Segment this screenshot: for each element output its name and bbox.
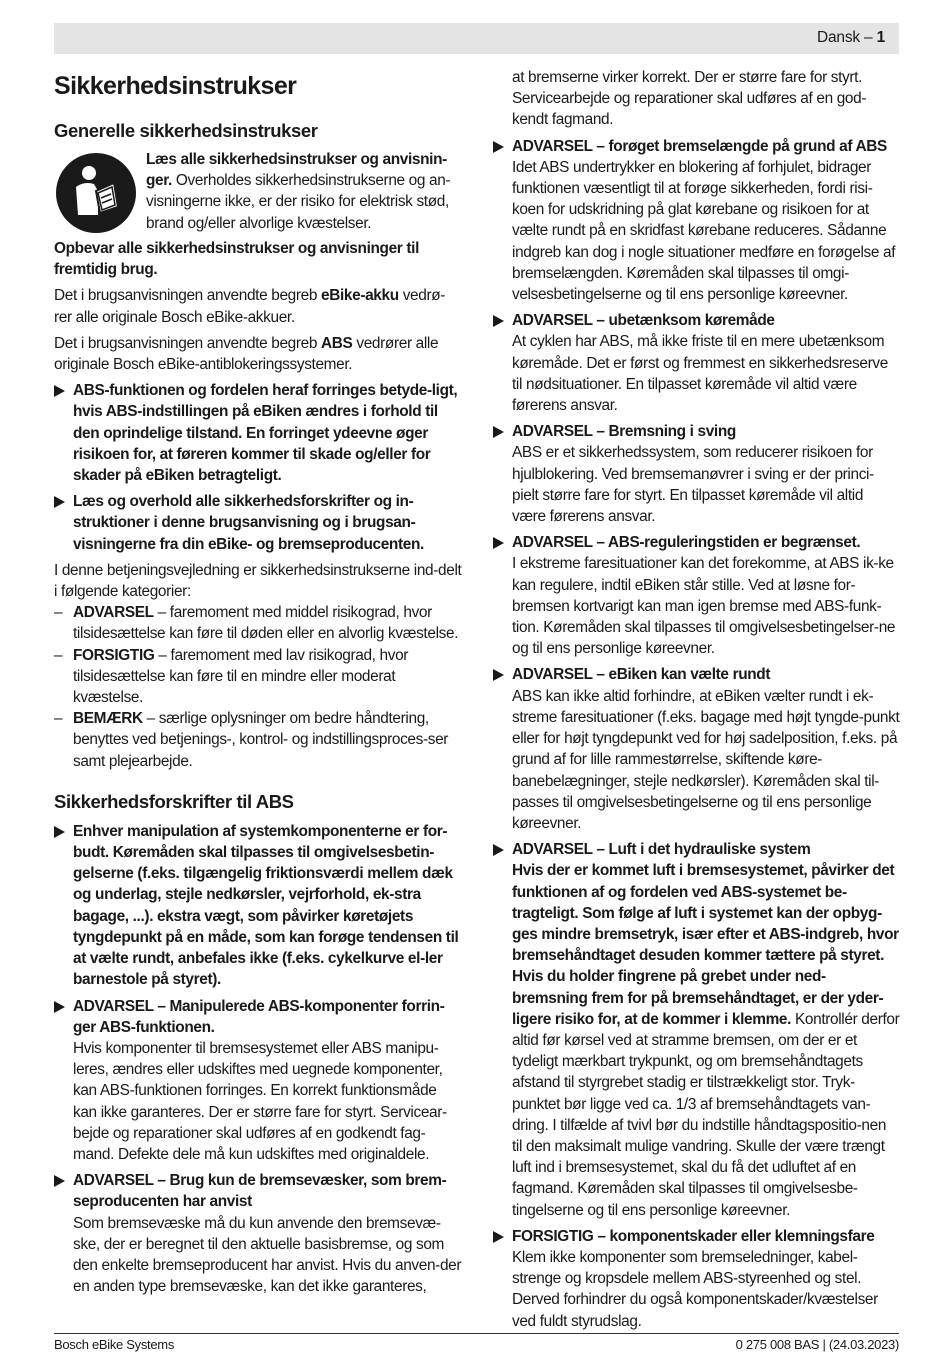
warning-air-in-hydraulics: ADVARSEL – Luft i det hydrauliske system Hvis der er kommet luft i bremsesystemet, påvirker det funktionen af og fordelen ved ABS-systemet be-tragteligt. Som følge af luft i systemet kan der opbyg-ges mindre bremsetryk, især efter et ABS-indgreb, hvor bremsehåndtaget desuden kommer tættere på styret. Hvis du holder fingrene på grebet under ned-bremsning frem for på bremsehåndtaget, er der yder-ligere risiko for, at de kommer i klemme. Kontrollér derfor altid før kørsel ved at stramme bremsen, om der er et tydeligt mærkbart trykpunkt, og om bremsehåndtagets afstand til styrgrebet stadig er tilstrækkeligt stor. Tryk-punktet bør ligge ved ca. 1/3 af bremsehåndtagets van-dring. I tilfælde af tvivl bør du indstille håndtagspositio-nen til den maksimalt mulige vandring. Skulle der være trængt luft ind i bremsesystemet, skal du få det udluftet af en fagmand. Køremåden skal tilpasses til omgivelsesbe-tingelserne og til ens personlige køreevner.	[493, 839, 900, 1221]
bullet-read-all: Læs og overhold alle sikkerhedsforskrifter og in-struktioner i denne brugsanvisning og i brugsan-visningerne fra din eBike- og bremseproducenten.	[54, 491, 462, 555]
triangle-bullet-icon	[493, 669, 504, 681]
category-advarsel: – ADVARSEL – faremoment med middel risikograd, hvor tilsidesættelse kan føre til døden eller en alvorlig kvæstelse.	[54, 604, 459, 643]
header-language: Dansk	[817, 29, 860, 46]
footer-divider	[54, 1333, 899, 1334]
header-page-number: 1	[876, 29, 885, 46]
footer-doc-number: 0 275 008 BAS | (24.03.2023)	[735, 1337, 899, 1352]
bullet-abs-setting: ABS-funktionen og fordelen heraf forringes betyde-ligt, hvis ABS-indstillingen på eBiken ændres i forhold til den oprindelige tilstand. En forringet ydeevne øger risikoen for, at føreren kommer til skade og/eller for skader på eBiken betragteligt.	[54, 380, 462, 486]
category-forsigtig: – FORSIGTIG – faremoment med lav risikograd, hvor tilsidesættelse kan føre til en mindre eller moderat kvæstelse.	[54, 646, 409, 707]
warning-careless-riding: ADVARSEL – ubetænksom køremåde At cyklen har ABS, må ikke friste til en mere ubetænksom køremåde. Det er først og fremmest en sikkerhedsreserve til nødsituationer. En tilpasset køremåde vil altid være førerens ansvar.	[493, 310, 900, 416]
page-header	[54, 23, 899, 54]
warning-brake-fluid: ADVARSEL – Brug kun de bremsevæsker, som brem-seproducenten har anvist Som bremsevæske må du kun anvende den bremsevæ-ske, der er beregnet til den aktuelle basisbremse, og som den enkelte bremseproducent har anvist. Hvis du anven-der en anden type bremsevæske, kan det ikke garanteres,	[54, 1170, 462, 1297]
triangle-bullet-icon	[54, 496, 65, 508]
warning-braking-in-curves: ADVARSEL – Bremsning i sving ABS er et sikkerhedssystem, som reducerer risikoen for hjulblokering. Ved bremsemanøvrer i sving er der princi-pielt større fare for styrt. En tilpasset køremåde vil altid være førerens ansvar.	[493, 421, 900, 527]
caution-component-damage: FORSIGTIG – komponentskader eller klemningsfare Klem ikke komponenter som bremseledninger, kabel-strenge og kropsdele mellem ABS-styreenhed og stel. Derved forhindrer du også komponentskader/kvæstelser ved fuldt styrudslag.	[493, 1226, 900, 1332]
triangle-bullet-icon	[493, 1231, 504, 1243]
triangle-bullet-icon	[54, 1175, 65, 1187]
general-heading: Generelle sikkerhedsinstrukser	[54, 120, 318, 141]
brake-fluid-continued: at bremserne virker korrekt. Der er større fare for styrt. Servicearbejde og reparationer skal udføres af en god-kendt fagmand.	[512, 69, 867, 129]
footer-company: Bosch eBike Systems	[54, 1337, 175, 1352]
read-manual-icon	[54, 151, 138, 235]
warning-manipulated-components: ADVARSEL – Manipulerede ABS-komponenter forrin-ger ABS-funktionen. Hvis komponenter til bremsesystemet eller ABS manipu-leres, ændres eller udskiftes med uegnede komponenter, kan ABS-funktionen forringes. En korrekt funktionsmåde kan ikke garanteres. Der er større fare for styrt. Servicear-bejde og reparationer skal udføres af en godkendt fag-mand. Defekte dele må kun udskiftes med originaldele.	[54, 996, 462, 1166]
keep-instructions: Opbevar alle sikkerhedsinstrukser og anvisninger til fremtidig brug.	[54, 240, 420, 279]
triangle-bullet-icon	[54, 1001, 65, 1013]
category-bemaerk: – BEMÆRK – særlige oplysninger om bedre håndtering, benyttes ved betjenings-, kontrol- og indstillingsproces-ser samt plejearbejde.	[54, 710, 449, 770]
warning-tip-over: ADVARSEL – eBiken kan vælte rundt ABS kan ikke altid forhindre, at eBiken vælter rundt i ek-streme faresituationer (f.eks. bagage med højt tyngde-punkt eller for højt tyngdepunkt ved for høj sadelposition, f.eks. på grund af for lille rammestørrelse, skiftende køre-banebelægninger, stejle nedkørsler). Køremåden skal til-passes til omgivelsesbetingelserne og til ens personlige køreevner.	[493, 664, 900, 834]
bullet-no-manipulation: Enhver manipulation af systemkomponenterne er for-budt. Køremåden skal tilpasses til omgivelsesbetin-gelserne (f.eks. tilgængelig friktionsværdi mellem dæk og underlag, stejle nedkørsler, vejrforhold, ek-stra bagage, ...). ekstra vægt, som påvirker køretøjets tyngdepunkt på en måde, som kan forøge tendensen til at vælte rundt, anbefales ikke (f.eks. cykelkurve el-ler barnestole på styret).	[54, 821, 462, 991]
warning-braking-distance: ADVARSEL – forøget bremselængde på grund af ABS Idet ABS undertrykker en blokering af forhjulet, bidrager funktionen væsentligt til at forøge sikkerheden, fordi risi-koen for udskridning på glat kørebane og risikoen for at vælte rundt på en skridfast kørebane reduceres. Sådanne indgreb kan dog i nogle situationer medføre en forøgelse af bremselængden. Køremåden skal tilpasses til omgi-velsesbetingelserne og til ens personlige køreevner.	[493, 136, 900, 306]
triangle-bullet-icon	[493, 537, 504, 549]
abs-rules-heading: Sikkerhedsforskrifter til ABS	[54, 790, 294, 812]
akku-definition: Det i brugsanvisningen anvendte begreb eBike-akku vedrø-rer alle originale Bosch eBike-akkuer.	[54, 287, 446, 326]
triangle-bullet-icon	[493, 426, 504, 438]
triangle-bullet-icon	[54, 826, 65, 838]
triangle-bullet-icon	[493, 141, 504, 153]
triangle-bullet-icon	[493, 315, 504, 327]
read-instructions-bold: Læs alle sikkerhedsinstrukser og anvisnin-ger.	[146, 151, 447, 190]
left-column	[54, 64, 462, 1297]
warning-regulation-time: ADVARSEL – ABS-reguleringstiden er begrænset. I ekstreme faresituationer kan det forekomme, at ABS ik-ke kan regulere, indtil eBiken står stille. Ved at løsne for-bremsen kortvarigt kan man igen bremse med ABS-funk-tion. Køremåden skal tilpasses til omgivelsesbetingelser-ne og til ens personlige køreevner.	[493, 532, 900, 659]
read-instructions-text: Overholdes sikkerhedsinstrukserne og an-visningerne ikke, er der risiko for elektrisk stød, brand og/eller alvorlige kvæstelser.	[146, 172, 451, 232]
triangle-bullet-icon	[54, 385, 65, 397]
header-separator: –	[859, 29, 877, 46]
categories-intro: I denne betjeningsvejledning er sikkerhedsinstrukserne ind-delt i følgende kategorier:	[54, 561, 462, 601]
abs-definition: Det i brugsanvisningen anvendte begreb ABS vedrører alle originale Bosch eBike-antiblokeringssystemer.	[54, 334, 439, 374]
header-page-label	[817, 29, 885, 47]
page-title: Sikkerhedsinstrukser	[54, 72, 297, 100]
read-instructions-block	[54, 149, 462, 237]
triangle-bullet-icon	[493, 844, 504, 856]
right-column	[493, 67, 900, 1332]
